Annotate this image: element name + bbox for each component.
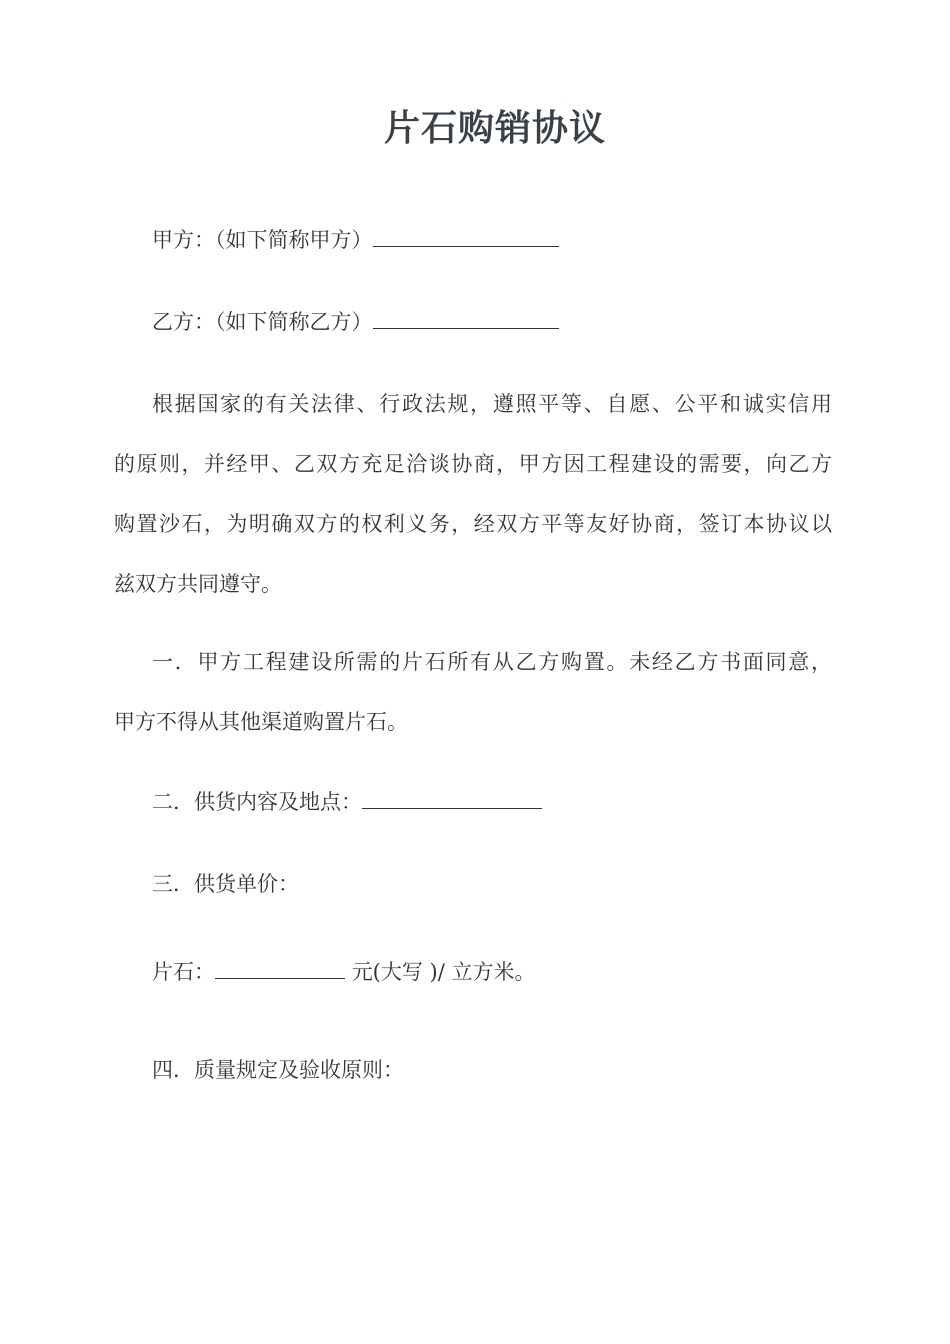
preamble-line-1: 根据国家的有关法律、行政法规，遵照平等、自愿、公平和诚实信用 [152, 392, 832, 416]
party-b-label: 乙方：（如下简称乙方） [152, 310, 373, 334]
price-suffix: 元(大写 )/ 立方米。 [351, 960, 536, 984]
clause3-label: 三．供货单价： [152, 872, 299, 896]
price-line [152, 958, 536, 986]
party-b-blank[interactable] [373, 308, 559, 329]
clause1-line-2: 甲方不得从其他渠道购置片石。 [114, 710, 408, 734]
party-a-line [152, 226, 559, 254]
clause2-line [152, 788, 542, 816]
unit-price-blank[interactable] [215, 958, 345, 979]
clause4-label: 四．质量规定及验收原则： [152, 1058, 404, 1082]
preamble-line-2: 的原则，并经甲、乙双方充足洽谈协商，甲方因工程建设的需要，向乙方 [114, 452, 832, 476]
clause2-label: 二．供货内容及地点： [152, 790, 362, 814]
preamble-line-3: 购置沙石，为明确双方的权利义务，经双方平等友好协商，签订本协议以 [114, 512, 832, 536]
party-b-line [152, 308, 559, 336]
supply-location-blank[interactable] [362, 788, 542, 809]
clause1-line-1: 一．甲方工程建设所需的片石所有从乙方购置。未经乙方书面同意， [152, 650, 832, 674]
party-a-label: 甲方：（如下简称甲方） [152, 228, 373, 252]
preamble-line-4: 兹双方共同遵守。 [114, 572, 282, 596]
party-a-blank[interactable] [373, 226, 559, 247]
price-prefix: 片石： [152, 960, 215, 984]
document-title: 片石购销协议 [383, 108, 606, 149]
